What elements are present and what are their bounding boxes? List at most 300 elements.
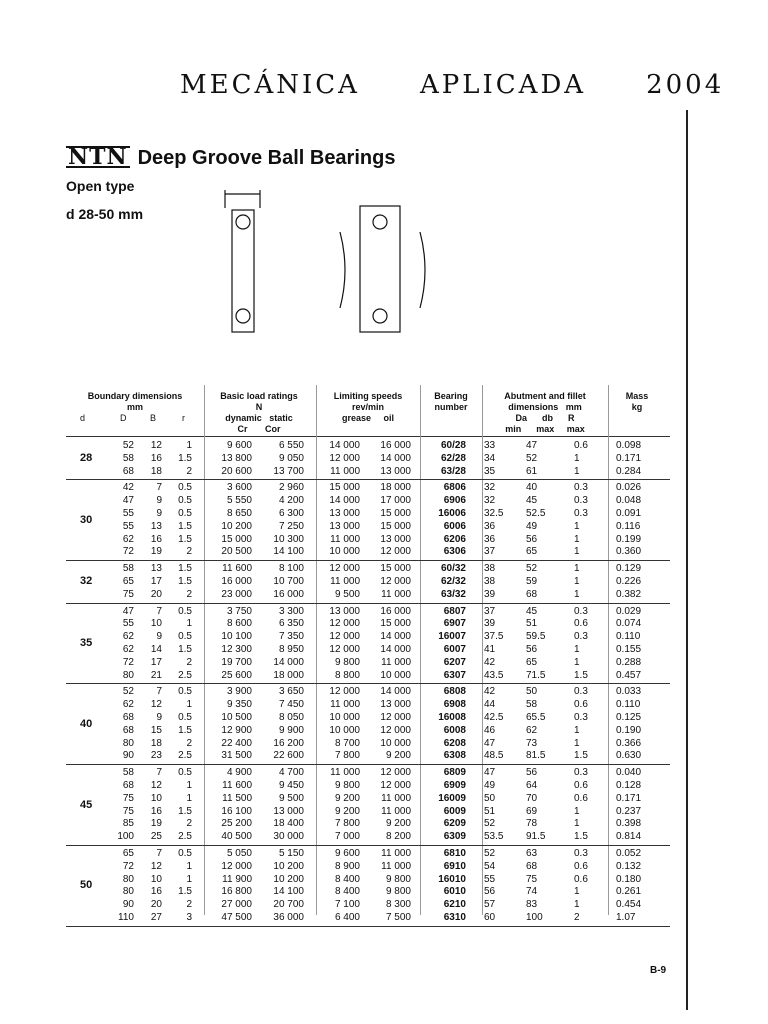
dynamic-rating-cell: 20 500 [221, 546, 252, 558]
static-rating-cell: 9 450 [278, 780, 304, 791]
abutment-da-cell: 44 [484, 699, 496, 711]
width-cell: 13 [150, 520, 162, 532]
abutment-db-cell: 56 [526, 767, 538, 779]
oil-speed-cell: 11 000 [381, 792, 411, 804]
outer-diameter-cell: 52 [122, 686, 134, 698]
oil-speed-cell: 12 000 [380, 780, 411, 791]
fillet-R-cell: 0.3 [574, 495, 588, 507]
oil-speed-cell: 9 800 [385, 873, 411, 885]
bearing-number-cell: 6810 [443, 848, 466, 859]
static-rating-cell: 7 250 [278, 520, 304, 532]
width-cell: 16 [150, 452, 162, 464]
mass-cell: 0.630 [616, 750, 642, 762]
static-rating-cell: 14 100 [273, 886, 304, 898]
oil-speed-cell: 13 000 [380, 465, 411, 477]
speeds-header: Limiting speeds rev/min grease oil [333, 391, 403, 423]
dynamic-rating-cell: 11 900 [222, 873, 252, 885]
dynamic-rating-cell: 19 700 [221, 656, 252, 668]
bearing-drawings [200, 182, 450, 342]
chamfer-cell: 0.5 [178, 482, 192, 494]
subtype-label: Open type [66, 178, 135, 194]
bore-range-label: d 28-50 mm [66, 206, 144, 222]
oil-speed-cell: 7 500 [385, 912, 411, 923]
grease-speed-cell: 10 000 [329, 724, 360, 736]
mass-cell: 0.125 [616, 712, 642, 723]
width-cell: 16 [150, 533, 162, 545]
oil-speed-cell: 13 000 [380, 533, 411, 545]
width-cell: 12 [150, 780, 162, 791]
grease-speed-cell: 13 000 [329, 508, 360, 519]
chamfer-cell: 2 [186, 899, 192, 911]
oil-speed-cell: 11 000 [381, 805, 411, 817]
abutment-da-cell: 52 [484, 848, 496, 859]
outer-diameter-cell: 62 [122, 533, 134, 545]
header-word-2: APLICADA [419, 70, 587, 100]
static-rating-cell: 4 700 [278, 767, 304, 779]
oil-speed-cell: 9 200 [385, 818, 411, 830]
bearing-number-cell: 60/32 [440, 563, 466, 575]
abutment-db-cell: 52 [526, 563, 538, 575]
bearing-number-cell: 6309 [443, 831, 466, 843]
bearing-number-cell: 16006 [438, 508, 466, 519]
grease-speed-cell: 14 000 [329, 440, 360, 451]
abutment-db-cell: 69 [526, 805, 538, 817]
static-rating-cell: 10 200 [273, 860, 304, 872]
fillet-R-cell: 1.5 [574, 669, 588, 681]
grease-speed-cell: 12 000 [329, 631, 360, 643]
chamfer-cell: 1.5 [178, 533, 192, 545]
bearing-number-cell: 63/32 [440, 588, 466, 600]
abutment-db-cell: 59 [526, 576, 538, 587]
fillet-R-cell: 1 [574, 886, 580, 898]
outer-diameter-cell: 65 [122, 576, 134, 587]
bearing-number-cell: 6906 [443, 495, 466, 507]
col-divider [204, 385, 205, 915]
grease-speed-cell: 11 000 [330, 767, 360, 779]
grease-speed-cell: 9 200 [334, 805, 360, 817]
group-rule [66, 683, 670, 684]
bearing-number-cell: 16008 [438, 712, 466, 723]
oil-speed-cell: 18 000 [380, 482, 411, 494]
width-cell: 16 [150, 886, 162, 898]
bearing-number-cell: 6010 [443, 886, 466, 898]
group-rule [66, 560, 670, 561]
fillet-R-cell: 1 [574, 644, 580, 655]
chamfer-cell: 0.5 [178, 631, 192, 643]
abutment-db-cell: 59.5 [526, 631, 546, 643]
fillet-R-cell: 0.6 [574, 873, 588, 885]
abutment-db-cell: 52 [526, 452, 538, 464]
width-cell: 21 [150, 669, 162, 681]
abutment-da-cell: 42 [484, 656, 496, 668]
chamfer-cell: 0.5 [178, 712, 192, 723]
static-rating-cell: 14 000 [273, 656, 304, 668]
boundary-header: Boundary dimensions mm [87, 391, 183, 412]
static-rating-cell: 8 050 [278, 712, 304, 723]
outer-diameter-cell: 58 [122, 767, 134, 779]
static-rating-cell: 3 650 [278, 686, 304, 698]
outer-diameter-cell: 55 [122, 520, 134, 532]
oil-speed-cell: 17 000 [380, 495, 411, 507]
abutment-da-cell: 39 [484, 618, 496, 630]
fillet-R-cell: 1 [574, 533, 580, 545]
fillet-R-cell: 1 [574, 588, 580, 600]
width-cell: 18 [150, 465, 162, 477]
oil-speed-cell: 8 300 [385, 899, 411, 911]
abutment-da-cell: 37.5 [484, 631, 504, 643]
fillet-R-cell: 1 [574, 724, 580, 736]
fillet-R-cell: 0.3 [574, 631, 588, 643]
abutment-db-cell: 51 [526, 618, 538, 630]
abutment-db-cell: 74 [526, 886, 538, 898]
width-cell: 9 [156, 508, 162, 519]
abutment-da-cell: 49 [484, 780, 496, 791]
outer-diameter-cell: 80 [122, 737, 134, 749]
abutment-da-cell: 34 [484, 452, 496, 464]
fillet-R-cell: 1 [574, 520, 580, 532]
chamfer-cell: 2.5 [178, 669, 192, 681]
abutment-db-cell: 68 [526, 588, 538, 600]
mass-header: Mass kg [625, 391, 649, 412]
dynamic-rating-cell: 23 000 [221, 588, 252, 600]
oil-speed-cell: 15 000 [380, 508, 411, 519]
dynamic-rating-cell: 12 300 [221, 644, 252, 655]
abutment-db-cell: 62 [526, 724, 538, 736]
grease-speed-cell: 10 000 [329, 546, 360, 558]
page-edge [686, 110, 688, 1010]
dynamic-rating-cell: 10 100 [221, 631, 252, 643]
dynamic-rating-cell: 5 550 [226, 495, 252, 507]
chamfer-cell: 1.5 [178, 563, 192, 575]
dynamic-rating-cell: 3 750 [226, 605, 252, 617]
bearing-number-header: Bearing number [434, 391, 468, 412]
static-rating-cell: 18 000 [273, 669, 304, 681]
mass-cell: 0.398 [616, 818, 642, 830]
bearing-number-cell: 6908 [443, 699, 466, 711]
grease-speed-cell: 7 100 [334, 899, 360, 911]
grease-speed-cell: 13 000 [329, 605, 360, 617]
chamfer-cell: 3 [186, 912, 192, 923]
width-cell: 15 [150, 724, 162, 736]
dynamic-rating-cell: 27 000 [221, 899, 252, 911]
fillet-R-cell: 1 [574, 899, 580, 911]
grease-speed-cell: 8 400 [334, 873, 360, 885]
abutment-db-cell: 78 [526, 818, 538, 830]
oil-speed-cell: 10 000 [380, 737, 411, 749]
bore-diameter-label: 45 [80, 798, 93, 811]
static-rating-cell: 10 200 [273, 873, 304, 885]
bearing-number-cell: 6308 [443, 750, 466, 762]
bearing-number-cell: 6310 [443, 912, 466, 923]
bearing-number-cell: 6907 [443, 618, 466, 630]
static-rating-cell: 6 350 [278, 618, 304, 630]
static-rating-cell: 13 700 [273, 465, 304, 477]
mass-cell: 0.457 [616, 669, 642, 681]
fillet-R-cell: 1 [574, 656, 580, 668]
grease-speed-cell: 8 400 [334, 886, 360, 898]
mass-cell: 0.199 [616, 533, 642, 545]
dynamic-rating-cell: 8 600 [226, 618, 252, 630]
abutment-db-cell: 47 [526, 440, 538, 451]
oil-speed-cell: 11 000 [381, 860, 411, 872]
abutment-db-cell: 63 [526, 848, 538, 859]
abutment-da-cell: 47 [484, 767, 496, 779]
width-cell: 19 [150, 818, 162, 830]
abutment-da-cell: 53.5 [484, 831, 504, 843]
col-divider [420, 385, 421, 915]
chamfer-cell: 1 [186, 699, 192, 711]
static-rating-cell: 2 960 [278, 482, 304, 494]
width-cell: 7 [156, 482, 162, 494]
width-cell: 7 [156, 686, 162, 698]
width-cell: 7 [156, 848, 162, 859]
dynamic-rating-cell: 15 000 [221, 533, 252, 545]
mass-cell: 0.040 [616, 767, 642, 779]
width-cell: 12 [150, 860, 162, 872]
static-rating-cell: 6 550 [278, 440, 304, 451]
outer-diameter-cell: 62 [122, 699, 134, 711]
bore-diameter-label: 30 [80, 513, 93, 526]
fillet-R-cell: 1 [574, 465, 580, 477]
chamfer-cell: 1 [186, 780, 192, 791]
abutment-da-cell: 55 [484, 873, 496, 885]
fillet-R-cell: 0.6 [574, 792, 588, 804]
chamfer-cell: 2 [186, 546, 192, 558]
grease-speed-cell: 11 000 [330, 465, 360, 477]
mass-cell: 0.454 [616, 899, 642, 911]
width-cell: 14 [150, 644, 162, 655]
abutment-da-cell: 41 [484, 644, 496, 655]
abutment-da-cell: 51 [484, 805, 496, 817]
outer-diameter-cell: 62 [122, 644, 134, 655]
oil-speed-cell: 11 000 [381, 656, 411, 668]
dynamic-rating-cell: 16 100 [221, 805, 252, 817]
fillet-R-cell: 0.3 [574, 605, 588, 617]
fillet-R-cell: 1 [574, 737, 580, 749]
width-cell: 10 [150, 618, 162, 630]
abutment-da-cell: 39 [484, 588, 496, 600]
bearing-number-cell: 6306 [443, 546, 466, 558]
mass-cell: 0.074 [616, 618, 642, 630]
dynamic-rating-cell: 4 900 [226, 767, 252, 779]
chamfer-cell: 0.5 [178, 848, 192, 859]
static-rating-cell: 14 100 [273, 546, 304, 558]
static-rating-cell: 8 950 [278, 644, 304, 655]
chamfer-cell: 1.5 [178, 452, 192, 464]
grease-speed-cell: 9 800 [334, 780, 360, 791]
chamfer-cell: 0.5 [178, 495, 192, 507]
outer-diameter-cell: 75 [122, 588, 134, 600]
width-cell: 9 [156, 631, 162, 643]
header-rule [66, 436, 670, 437]
fillet-R-cell: 0.6 [574, 780, 588, 791]
abutment-da-cell: 60 [484, 912, 496, 923]
bearing-number-cell: 16007 [438, 631, 466, 643]
static-rating-cell: 7 350 [278, 631, 304, 643]
outer-diameter-cell: 58 [122, 452, 134, 464]
oil-speed-cell: 12 000 [380, 712, 411, 723]
col-divider [316, 385, 317, 915]
static-rating-cell: 16 200 [273, 737, 304, 749]
mass-cell: 0.128 [616, 780, 642, 791]
static-rating-cell: 3 300 [278, 605, 304, 617]
outer-diameter-cell: 72 [122, 860, 134, 872]
header-word-1: MECÁNICA [180, 70, 360, 100]
grease-speed-cell: 12 000 [329, 686, 360, 698]
abutment-db-cell: 75 [526, 873, 538, 885]
outer-diameter-cell: 42 [122, 482, 134, 494]
static-rating-cell: 4 200 [278, 495, 304, 507]
dynamic-rating-cell: 9 350 [226, 699, 252, 711]
outer-diameter-cell: 72 [122, 546, 134, 558]
grease-speed-cell: 10 000 [329, 712, 360, 723]
chamfer-cell: 1 [186, 618, 192, 630]
oil-speed-cell: 12 000 [380, 767, 411, 779]
fillet-R-cell: 0.3 [574, 712, 588, 723]
grease-speed-cell: 15 000 [329, 482, 360, 494]
abutment-db-cell: 52.5 [526, 508, 546, 519]
outer-diameter-cell: 100 [117, 831, 134, 843]
abutment-db-cell: 83 [526, 899, 538, 911]
fillet-R-cell: 0.3 [574, 508, 588, 519]
ratings-header: Basic load ratings N dynamic static Cr Cor [220, 391, 298, 434]
dynamic-rating-cell: 47 500 [221, 912, 252, 923]
mass-cell: 0.190 [616, 724, 642, 736]
mass-cell: 0.360 [616, 546, 642, 558]
abutment-db-cell: 65 [526, 656, 538, 668]
bearing-number-cell: 6809 [443, 767, 466, 779]
oil-speed-cell: 10 000 [380, 669, 411, 681]
fillet-R-cell: 1 [574, 818, 580, 830]
abutment-db-cell: 61 [526, 465, 538, 477]
abutment-da-cell: 54 [484, 860, 496, 872]
abutment-db-cell: 56 [526, 644, 538, 655]
outer-diameter-cell: 68 [122, 465, 134, 477]
chamfer-cell: 2 [186, 465, 192, 477]
oil-speed-cell: 16 000 [380, 440, 411, 451]
bearing-number-cell: 6209 [443, 818, 466, 830]
static-rating-cell: 30 000 [273, 831, 304, 843]
bearing-section-left [225, 190, 260, 332]
bearing-number-cell: 6807 [443, 605, 466, 617]
outer-diameter-cell: 58 [122, 563, 134, 575]
outer-diameter-cell: 47 [122, 605, 134, 617]
abutment-db-cell: 50 [526, 686, 538, 698]
grease-speed-cell: 12 000 [329, 618, 360, 630]
fillet-R-cell: 0.6 [574, 860, 588, 872]
bearing-number-cell: 6008 [443, 724, 466, 736]
chamfer-cell: 1 [186, 873, 192, 885]
bearing-number-cell: 6207 [443, 656, 466, 668]
bearing-number-cell: 6806 [443, 482, 466, 494]
abutment-db-cell: 49 [526, 520, 538, 532]
abutment-db-cell: 73 [526, 737, 538, 749]
bearing-number-cell: 16009 [438, 792, 466, 804]
abutment-db-cell: 58 [526, 699, 538, 711]
static-rating-cell: 22 600 [273, 750, 304, 762]
chamfer-cell: 1 [186, 860, 192, 872]
chamfer-cell: 1.5 [178, 805, 192, 817]
dynamic-rating-cell: 25 200 [221, 818, 252, 830]
outer-diameter-cell: 90 [122, 750, 134, 762]
mass-cell: 0.110 [616, 631, 641, 643]
dynamic-rating-cell: 8 650 [226, 508, 252, 519]
width-cell: 9 [156, 712, 162, 723]
outer-diameter-cell: 68 [122, 780, 134, 791]
outer-diameter-cell: 75 [122, 792, 134, 804]
mass-cell: 0.171 [616, 452, 642, 464]
bearing-number-cell: 6006 [443, 520, 466, 532]
outer-diameter-cell: 47 [122, 495, 134, 507]
outer-diameter-cell: 90 [122, 899, 134, 911]
dynamic-rating-cell: 10 500 [221, 712, 252, 723]
page-title: Deep Groove Ball Bearings [137, 147, 396, 169]
static-rating-cell: 20 700 [273, 899, 304, 911]
mass-cell: 0.382 [616, 588, 642, 600]
abutment-da-cell: 47 [484, 737, 496, 749]
col-divider [608, 385, 609, 915]
bore-diameter-label: 40 [80, 717, 93, 730]
oil-speed-cell: 14 000 [380, 686, 411, 698]
fillet-R-cell: 2 [574, 912, 580, 923]
abutment-da-cell: 50 [484, 792, 496, 804]
dynamic-rating-cell: 9 600 [226, 440, 252, 451]
bearing-number-cell: 6208 [443, 737, 466, 749]
abutment-db-cell: 91.5 [526, 831, 546, 843]
width-cell: 13 [150, 563, 162, 575]
abutment-da-cell: 38 [484, 563, 496, 575]
abutment-header: Abutment and fillet dimensions mm Da db R min max max [504, 391, 586, 434]
bearing-number-cell: 6909 [443, 780, 466, 791]
chamfer-cell: 0.5 [178, 605, 192, 617]
grease-speed-cell: 12 000 [329, 452, 360, 464]
bore-diameter-label: 35 [80, 637, 93, 649]
abutment-da-cell: 36 [484, 533, 496, 545]
fillet-R-cell: 1 [574, 576, 580, 587]
abutment-da-cell: 33 [484, 440, 496, 451]
static-rating-cell: 16 000 [273, 588, 304, 600]
mass-cell: 0.029 [616, 605, 642, 617]
static-rating-cell: 18 400 [273, 818, 304, 830]
dynamic-rating-cell: 11 600 [222, 780, 252, 791]
dynamic-rating-cell: 12 000 [221, 860, 252, 872]
static-rating-cell: 5 150 [278, 848, 304, 859]
bearing-number-cell: 6007 [443, 644, 466, 655]
static-rating-cell: 7 450 [278, 699, 304, 711]
chamfer-cell: 1.5 [178, 886, 192, 898]
title-row [66, 146, 395, 170]
bearing-number-cell: 6210 [443, 899, 466, 911]
chamfer-cell: 2.5 [178, 750, 192, 762]
abutment-da-cell: 57 [484, 899, 496, 911]
width-cell: 18 [150, 737, 162, 749]
abutment-db-cell: 100 [526, 912, 543, 923]
header-word-3: 2004 [646, 70, 725, 100]
abutment-db-cell: 81.5 [526, 750, 546, 762]
oil-speed-cell: 12 000 [380, 576, 411, 587]
width-cell: 12 [150, 440, 162, 451]
dynamic-rating-cell: 16 000 [221, 576, 252, 587]
chamfer-cell: 1.5 [178, 520, 192, 532]
chamfer-cell: 1.5 [178, 644, 192, 655]
mass-cell: 0.155 [616, 644, 642, 655]
dynamic-rating-cell: 3 900 [226, 686, 252, 698]
static-rating-cell: 9 050 [278, 452, 304, 464]
outer-diameter-cell: 65 [122, 848, 134, 859]
abutment-db-cell: 65 [526, 546, 538, 558]
oil-speed-cell: 9 200 [385, 750, 411, 762]
width-cell: 25 [150, 831, 162, 843]
